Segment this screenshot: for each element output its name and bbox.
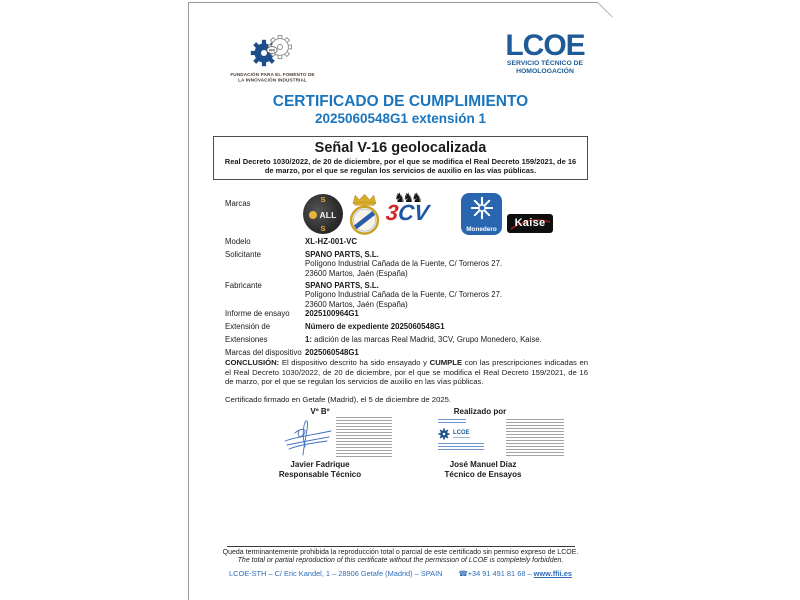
lcoe-wordmark: LCOE [505, 29, 585, 62]
conclusion-text-1: El dispositivo descrito ha sido ensayado y [279, 358, 430, 367]
conclusion-paragraph [225, 358, 588, 387]
page-top-border [188, 2, 598, 3]
footer-legal-en: The total or partial reproduction of this certificate without the permission of LCOE is completely forbidden. [237, 557, 564, 564]
brand-real-madrid-crest [348, 192, 381, 236]
3cv-number: 3 [384, 199, 400, 225]
conclusion-heading: CONCLUSIÓN: [225, 358, 280, 367]
signature-left-heading: Vº Bº [310, 407, 330, 416]
solicitante-name: SPANO PARTS, S.L. [305, 250, 379, 259]
ffii-caption-line1: FUNDACIÓN PARA EL FOMENTO DE [230, 72, 315, 78]
brand-kaise-logo [507, 214, 553, 233]
gears-icon [249, 30, 297, 72]
field-value-modelo: XL-HZ-001-VC [305, 237, 357, 246]
sos-bottom-letter: S [320, 223, 326, 233]
product-regulation-text: Real Decreto 1030/2022, de 20 de diciembre, por el que se modifica el Real Decreto 159/2021, de 16 de marzo, por el que se regulan los servicios de auxilio en las vías públicas. [224, 157, 577, 175]
phone-icon: ☎ [458, 569, 468, 578]
fabricante-address-1: Polígono Industrial Cañada de la Fuente, C/ Torneros 27. [305, 290, 503, 300]
footer-contact-line [188, 569, 613, 578]
lcoe-logo [494, 31, 596, 76]
field-value-fabricante [305, 281, 502, 309]
ffii-logo [215, 30, 330, 86]
stamp-detail-lines [438, 443, 484, 452]
monedero-label: Monedero [466, 225, 497, 233]
handwritten-signature [283, 417, 333, 459]
lcoe-subtitle-1: SERVICIO TÉCNICO DE [506, 60, 584, 67]
field-label-extension-de: Extensión de [225, 322, 271, 331]
snowflake-icon [470, 196, 494, 220]
product-title: Señal V-16 geolocalizada [314, 140, 487, 156]
signer-left-name: Javier Fadrique [290, 460, 350, 469]
field-value-extensiones [305, 335, 542, 344]
signed-statement: Certificado firmado en Getafe (Madrid), el 5 de diciembre de 2025. [225, 395, 452, 404]
stamp-gear-icon [438, 428, 450, 440]
field-label-marcas: Marcas [225, 199, 251, 208]
signer-right-name: José Manuel Díaz [449, 460, 517, 469]
digital-signature-text-left [336, 417, 392, 458]
field-value-informe: 2025100964G1 [305, 309, 359, 318]
digital-signature-text-right [506, 419, 564, 457]
brand-logos-strip [303, 191, 553, 236]
3cv-letters: CV [396, 199, 431, 225]
horses-icon: ♞♞♞ [394, 189, 420, 205]
field-label-solicitante: Solicitante [225, 250, 261, 259]
field-label-extensiones: Extensiones [225, 335, 268, 344]
extensiones-text: adición de las marcas Real Madrid, 3CV, Grupo Monedero, Kaise. [311, 335, 542, 344]
conclusion-cumple: CUMPLE [429, 358, 463, 367]
sos-top-letter: S [320, 194, 326, 204]
stamp-name-lines [438, 419, 466, 425]
footer-phone: +34 91 491 81 68 – [467, 569, 532, 578]
ffii-caption-line2: LA INNOVACIÓN INDUSTRIAL [238, 77, 307, 83]
sun-icon [309, 211, 317, 219]
digital-signature-stamp [438, 419, 502, 452]
signer-right-role: Técnico de Ensayos [444, 470, 522, 479]
signature-right-heading: Realizado por [453, 407, 507, 416]
field-value-solicitante [305, 250, 502, 278]
brand-sos-all-logo [303, 194, 343, 234]
sos-all-text: ALL [319, 209, 337, 220]
ffii-monogram: FFII [268, 48, 275, 53]
signer-left-role: Responsable Técnico [278, 470, 362, 479]
fabricante-address-2: 23600 Martos, Jaén (España) [305, 299, 408, 309]
page-left-border [188, 2, 189, 600]
ffii-caption [215, 72, 330, 86]
stamp-lcoe-wordmark: LCOE [453, 430, 470, 436]
field-label-marcas-dispositivo: Marcas del dispositivo [225, 348, 302, 357]
extensiones-number: 1: [305, 335, 312, 344]
solicitante-address-2: 23600 Martos, Jaén (España) [305, 268, 408, 278]
lcoe-subtitle-2: HOMOLOGACIÓN [516, 68, 574, 75]
solicitante-address-1: Polígono Industrial Cañada de la Fuente, C/ Torneros 27. [305, 259, 503, 269]
signature-left-name-block [255, 460, 385, 480]
certificate-number: 2025060548G1 extensión 1 [314, 111, 487, 126]
certificate-title: CERTIFICADO DE CUMPLIMIENTO [272, 93, 529, 110]
footer-legal-es: Queda terminantemente prohibida la reproducción total o parcial de este certificado sin permiso expreso de LCOE. [222, 549, 579, 556]
brand-monedero-logo [461, 193, 502, 235]
kaise-label: Kaise [514, 217, 546, 229]
signature-right-name-block [418, 460, 548, 480]
field-value-marcas-dispositivo: 2025060548G1 [305, 348, 359, 357]
page-corner-fold [597, 2, 613, 18]
brand-3cv-logo [384, 189, 456, 235]
field-label-informe: Informe de ensayo [225, 309, 290, 318]
fabricante-name: SPANO PARTS, S.L. [305, 281, 379, 290]
conclusion-text-2: con las prescripciones indicadas en el Real Decreto 1030/2022, de 20 de diciembre, por el que se modifica el Real Decreto 159/2021, de 16 de marzo, por el que se regulan los servicios de auxilio en las vías públicas. [225, 358, 588, 387]
footer-rule [227, 546, 575, 547]
footer-link[interactable]: www.ffii.es [533, 569, 572, 578]
footer-address: LCOE-STH – C/ Eric Kandel, 1 – 28906 Getafe (Madrid) – SPAIN [229, 569, 443, 578]
field-label-fabricante: Fabricante [225, 281, 262, 290]
product-box [213, 136, 588, 180]
field-value-extension-de: Número de expediente 2025060548G1 [305, 322, 445, 331]
field-label-modelo: Modelo [225, 237, 251, 246]
